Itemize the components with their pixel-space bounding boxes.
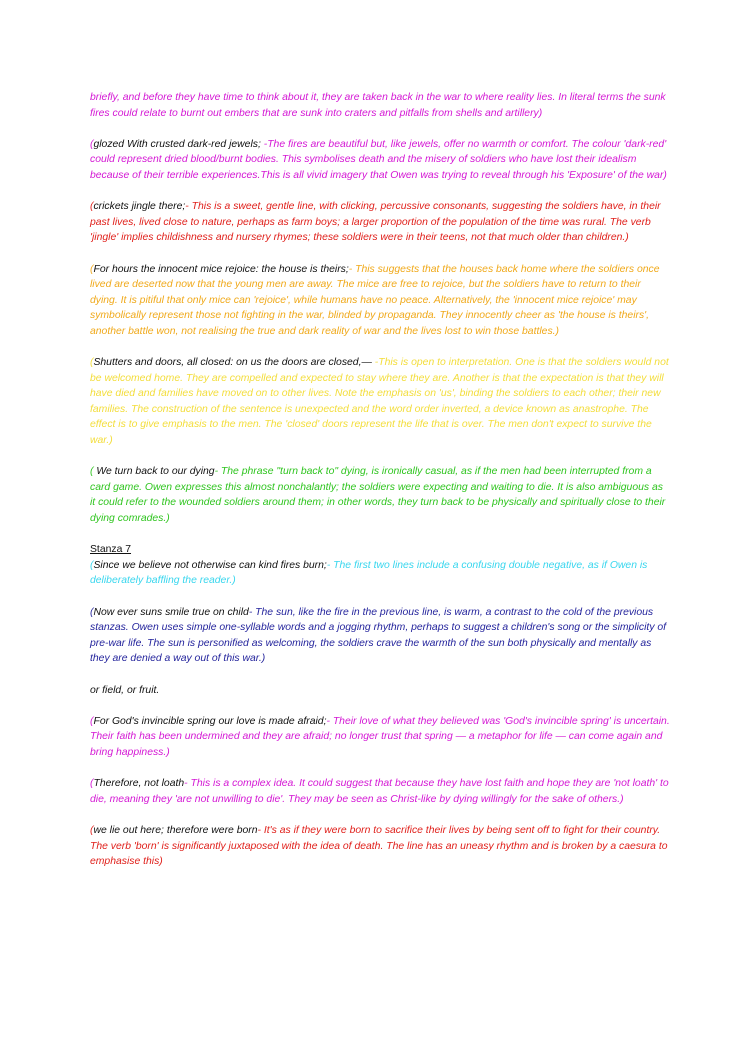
annotation-text: briefly, and before they have time to think about it, they are taken back in the war to where reality lies. In literal terms the sunk fires could relate to burnt out embers that are sunk into craters and pitfalls from shells and artillery): [90, 92, 666, 119]
paragraph-dying: [90, 464, 670, 526]
paragraph-loath: [90, 776, 670, 807]
annotation-text: - The first two lines include a confusing double negative, as if Owen is deliberately baffling the reader.): [90, 559, 648, 587]
open-paren: (: [90, 201, 94, 213]
open-paren: (: [90, 778, 94, 790]
poem-quote: we lie out here; therefore were born: [93, 824, 258, 836]
paragraph-born: [90, 823, 670, 870]
poem-quote: Since we believe not otherwise can kind fires burn;: [93, 559, 327, 571]
open-paren: (: [90, 466, 97, 478]
poem-quote: crickets jingle there;: [93, 201, 186, 213]
open-paren: (: [90, 263, 94, 275]
section-heading: Stanza 7: [90, 544, 132, 556]
annotation-text: - The sun, like the fire in the previous line, is warm, a contrast to the cold of the previous stanzas. Owen uses simple one-syllable words and a jogging rhythm, perhaps to suggest a children's song or the simplicity of pre-war life. The sun is personified as welcoming, the soldiers crave the warmth of the sun both physically and mentally as they are denied a way out of this war.): [90, 606, 667, 665]
open-paren: (: [90, 715, 94, 727]
annotation-text: -This is open to interpretation. One is that the soldiers would not be welcomed home. They are compelled and expected to stay where they are. Another is that the expectation is that they will have died and families have moved on to other lives. Note the emphasis on 'us', binding the soldiers to each other; their new families. The construction of the sentence is unexpected and the word order inverted, a device known as anastrophe. The effect is to give emphasis to the men. The 'closed' doors represent the life that is over. The men don't expect to survive the war.): [90, 357, 669, 447]
open-paren: (: [90, 824, 94, 836]
paragraph-field: [90, 683, 670, 699]
paragraph-spring: [90, 714, 670, 761]
annotation-text: - This is a complex idea. It could suggest that because they have lost faith and hope they are 'not loath' to die, meaning they 'are not unwilling to die'. They may be seen as Christ-like by dying willingly for the sake of others.): [90, 778, 669, 805]
poem-quote: glozed With crusted dark-red jewels;: [93, 138, 261, 150]
poem-quote: or field, or fruit.: [90, 684, 160, 696]
paragraph-mice: [90, 262, 670, 340]
paragraph-shutters: [90, 355, 670, 449]
annotation-text: - The phrase "turn back to" dying, is ironically casual, as if the men had been interrupted from a card game. Owen expresses this almost nonchalantly; the soldiers were expecting and waiting to die. It is also ambiguous as it could refer to the wounded soldiers around them; in other words, they turn back to be physically and spiritually close to their dying comrades.): [90, 466, 666, 525]
paragraph-kind-fires: [90, 558, 670, 589]
paragraph-glozed: [90, 137, 670, 184]
poem-quote: Shutters and doors, all closed: on us the doors are closed,—: [93, 357, 372, 369]
poem-quote: Now ever suns smile true on child: [93, 606, 249, 618]
open-paren: (: [90, 606, 94, 618]
poem-quote: For hours the innocent mice rejoice: the house is theirs;: [93, 263, 349, 275]
annotation-text: -The fires are beautiful but, like jewels, offer no warmth or comfort. The colour 'dark-red' could represent dried blood/burnt bodies. This symbolises death and the misery of soldiers who have lost their idealism because of their terrible experiences.This is all vivid imagery that Owen was trying to reveal through his 'Exposure' of the war): [90, 138, 667, 181]
poem-quote: Therefore, not loath: [93, 778, 185, 790]
annotation-text: - This suggests that the houses back home where the soldiers once lived are deserted now that the young men are away. The mice are free to rejoice, but the soldiers have to return to their dying. It is pitiful that only mice can 'rejoice', while humans have no peace. Alternatively, the 'innocent mice rejoice' may symbolically represent those not fighting in the war, blinded by propaganda. They innocently cheer as 'the house is theirs', another battle won, not realising the true and dark reality of war and the lives lost to win those battles.): [90, 263, 660, 337]
poem-quote: We turn back to our dying: [96, 466, 215, 478]
open-paren: (: [90, 559, 94, 571]
poem-quote: For God's invincible spring our love is made afraid;: [93, 715, 327, 727]
annotation-text: - It's as if they were born to sacrifice their lives by being sent off to fight for their country. The verb 'born' is significantly juxtaposed with the idea of death. The line has an uneasy rhythm and is broken by a caesura to emphasise this): [90, 824, 668, 868]
open-paren: (: [90, 357, 94, 369]
paragraph-crickets: [90, 199, 670, 246]
paragraph-sunk-fires: [90, 90, 670, 121]
annotation-text: - Their love of what they believed was 'God's invincible spring' is uncertain. Their faith has been undermined and they are afraid; no longer trust that spring — a metaphor for life — can come again and bring happiness.): [90, 715, 670, 758]
paragraph-suns: [90, 605, 670, 667]
annotation-text: - This is a sweet, gentle line, with clicking, percussive consonants, suggesting the soldiers have, in their past lives, lived close to nature, perhaps as farm boys; a larger proportion of the population of the time was rural. The verb 'jingle' implies childishness and nursery rhymes; these soldiers were in their teens, not that much older than children.): [90, 201, 661, 244]
open-paren: (: [90, 138, 94, 150]
